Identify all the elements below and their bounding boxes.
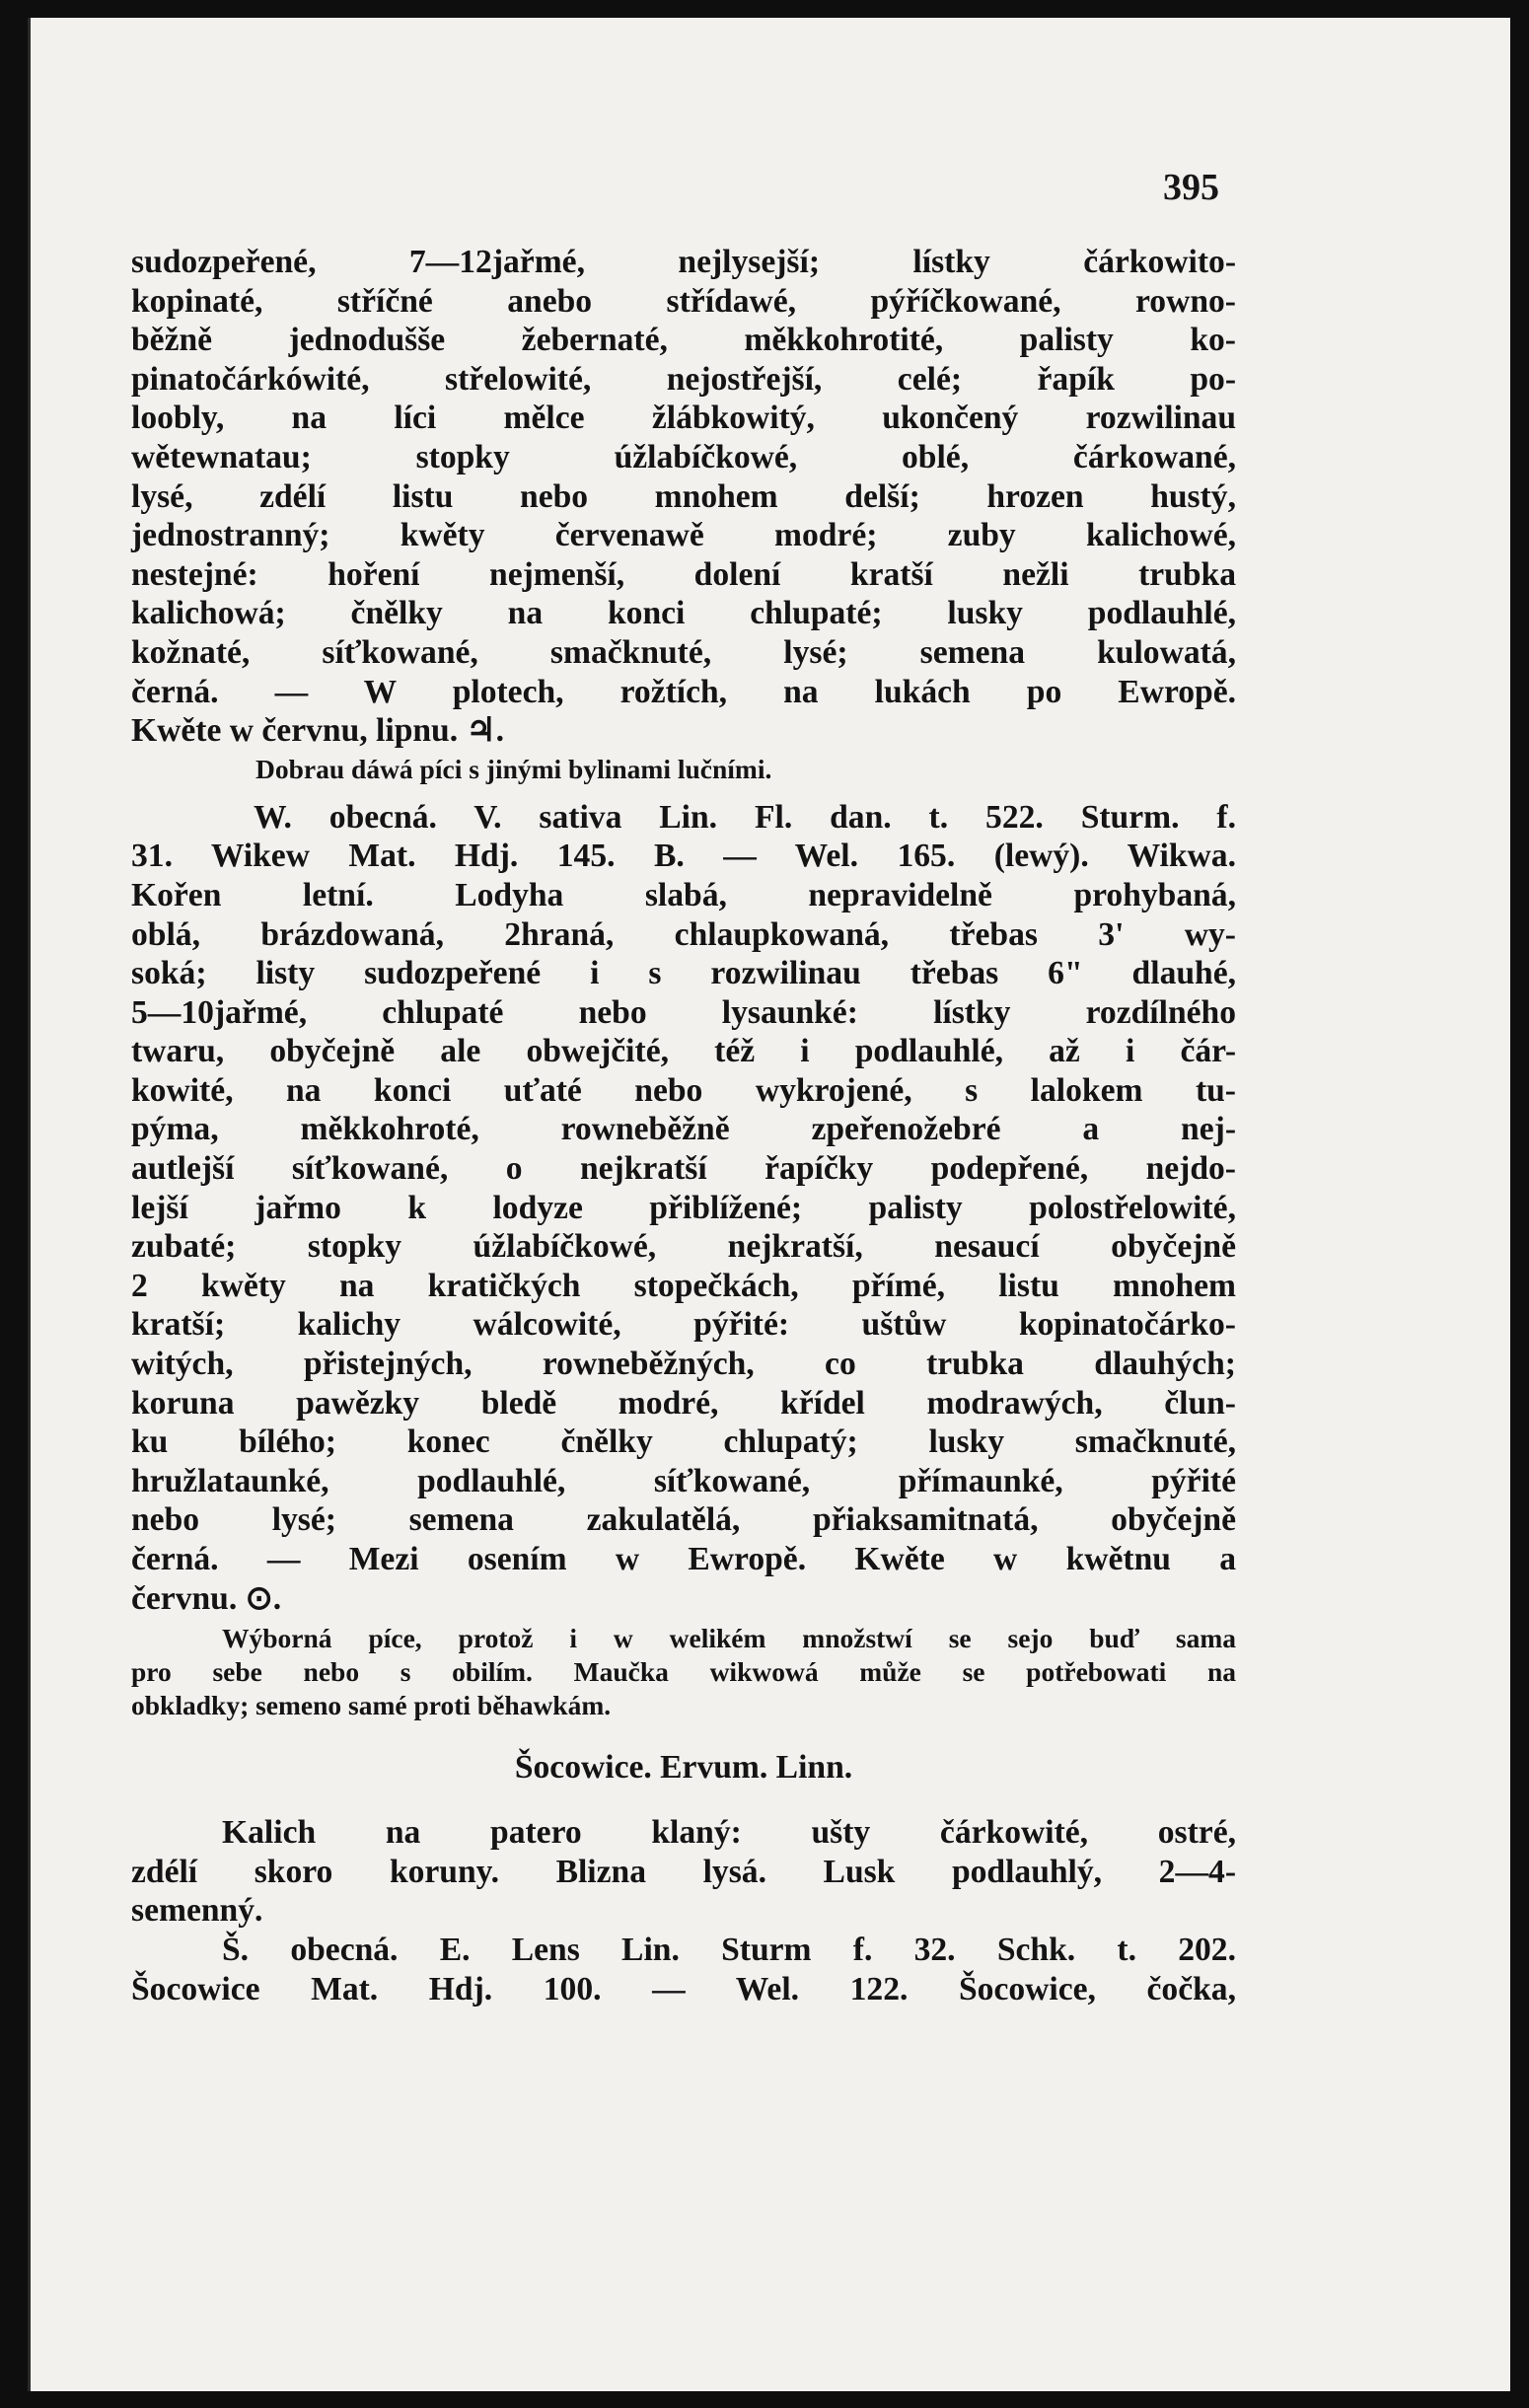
text-line: sudozpeřené, 7—12jařmé, nejlysejší; lístky čárkowito-: [131, 244, 1236, 280]
text-line: semenný.: [131, 1892, 263, 1930]
note-line: obkladky; semeno samé proti běhawkám.: [131, 1690, 612, 1721]
text-line: wětewnatau; stopky úžlabíčkowé, oblé, čárkowané,: [131, 438, 1236, 475]
text-line: černá. — Mezi osením w Ewropě. Kwěte w kwětnu a: [131, 1541, 1236, 1577]
text-line: lysé, zdélí listu nebo mnohem delší; hrozen hustý,: [131, 477, 1236, 515]
paragraph-common-lentil: [131, 1931, 1236, 2008]
text-line: Kalich na patero klaný: ušty čárkowité, ostré,: [222, 1814, 1236, 1852]
paragraph-lentil-genus: [131, 1813, 1236, 1931]
text-line: 2 kwěty na kratičkých stopečkách, přímé, listu mnohem: [131, 1267, 1236, 1304]
text-line: kowité, na konci uťaté nebo wykrojené, s lalokem tu-: [131, 1071, 1236, 1109]
text-line: černá. — W plotech, rožtích, na lukách po Ewropě.: [131, 673, 1236, 710]
text-line: lejší jařmo k lodyze přiblížené; palisty polostřelowité,: [131, 1189, 1236, 1226]
text-line: Kwěte w červnu, lipnu. ♃.: [131, 712, 504, 750]
section-heading: Šocowice. Ervum. Linn.: [514, 1749, 853, 1787]
text-line: Kořen letní. Lodyha slabá, nepravidelně prohybaná,: [131, 876, 1236, 913]
text-line: nestejné: hoření nejmenší, dolení kratší nežli trubka: [131, 555, 1236, 593]
text-line: 5—10jařmé, chlupaté nebo lysaunké: lístky rozdílného: [131, 993, 1236, 1031]
note-line: Wýborná píce, protož i w welikém množstwí se sejo buď sama: [222, 1623, 1236, 1654]
text-line: witých, přistejných, rowneběžných, co trubka dlauhých;: [131, 1346, 1236, 1383]
text-line: Šocowice Mat. Hdj. 100. — Wel. 122. Šocowice, čočka,: [131, 1970, 1236, 2007]
text-line: soká; listy sudozpeřené i s rozwilinau třebas 6" dlauhé,: [131, 955, 1236, 992]
text-line: běžně jednodušše žebernaté, měkkohrotité, palisty ko-: [131, 322, 1236, 359]
text-line: pýma, měkkohroté, rowneběžně zpeřenožebré a nej-: [131, 1111, 1236, 1148]
note-line: pro sebe nebo s obilím. Maučka wikwowá může se potřebowati na: [131, 1656, 1236, 1688]
text-line: červnu. ⊙.: [131, 1579, 282, 1617]
text-line: kožnaté, síťkowané, smačknuté, lysé; semena kulowatá,: [131, 633, 1236, 671]
text-line: 31. Wikew Mat. Hdj. 145. B. — Wel. 165. (lewý). Wikwa.: [131, 838, 1236, 875]
book-page: [28, 18, 1510, 2391]
text-line: kalichowá; čnělky na konci chlupaté; lusky podlauhlé,: [131, 595, 1236, 632]
text-line: kopinaté, stříčné anebo střídawé, pýříčkowané, rowno-: [131, 282, 1236, 320]
text-line: twaru, obyčejně ale obwejčité, též i podlauhlé, až i čár-: [131, 1033, 1236, 1070]
note-fodder: Dobrau dáwá píci s jinými bylinami lučními.: [255, 753, 772, 784]
text-line: ku bílého; konec čnělky chlupatý; lusky smačknuté,: [131, 1423, 1236, 1461]
text-line: Š. obecná. E. Lens Lin. Sturm f. 32. Schk. t. 202.: [222, 1931, 1236, 1968]
text-line: jednostranný; kwěty červenawě modré; zuby kalichowé,: [131, 517, 1236, 554]
text-line: autlejší síťkowané, o nejkratší řapíčky podepřené, nejdo-: [131, 1150, 1236, 1188]
text-line: nebo lysé; semena zakulatělá, přiaksamitnatá, obyčejně: [131, 1501, 1236, 1539]
text-line: loobly, na líci mělce žlábkowitý, ukončený rozwilinau: [131, 400, 1236, 437]
note-fodder-use: [131, 1622, 1236, 1722]
page-number: 395: [1163, 167, 1219, 208]
text-line: koruna pawězky bledě modré, křídel modrawých, člun-: [131, 1384, 1236, 1422]
text-line: hružlataunké, podlauhlé, síťkowané, přímaunké, pýřité: [131, 1462, 1236, 1499]
page-body: [131, 243, 1236, 2008]
text-line: zdélí skoro koruny. Blizna lysá. Lusk podlauhlý, 2—4-: [131, 1853, 1236, 1890]
text-line: zubaté; stopky úžlabíčkowé, nejkratší, nesaucí obyčejně: [131, 1228, 1236, 1266]
text-line: pinatočárkówité, střelowité, nejostřejší, celé; řapík po-: [131, 360, 1236, 398]
text-line: kratší; kalichy wálcowité, pýřité: uštůw kopinatočárko-: [131, 1306, 1236, 1344]
text-line: W. obecná. V. sativa Lin. Fl. dan. t. 522. Sturm. f.: [254, 798, 1236, 836]
paragraph-common-vetch: [131, 798, 1236, 1618]
text-line: oblá, brázdowaná, 2hraná, chlaupkowaná, třebas 3' wy-: [131, 915, 1236, 953]
paragraph-vetch-description: [131, 243, 1236, 751]
